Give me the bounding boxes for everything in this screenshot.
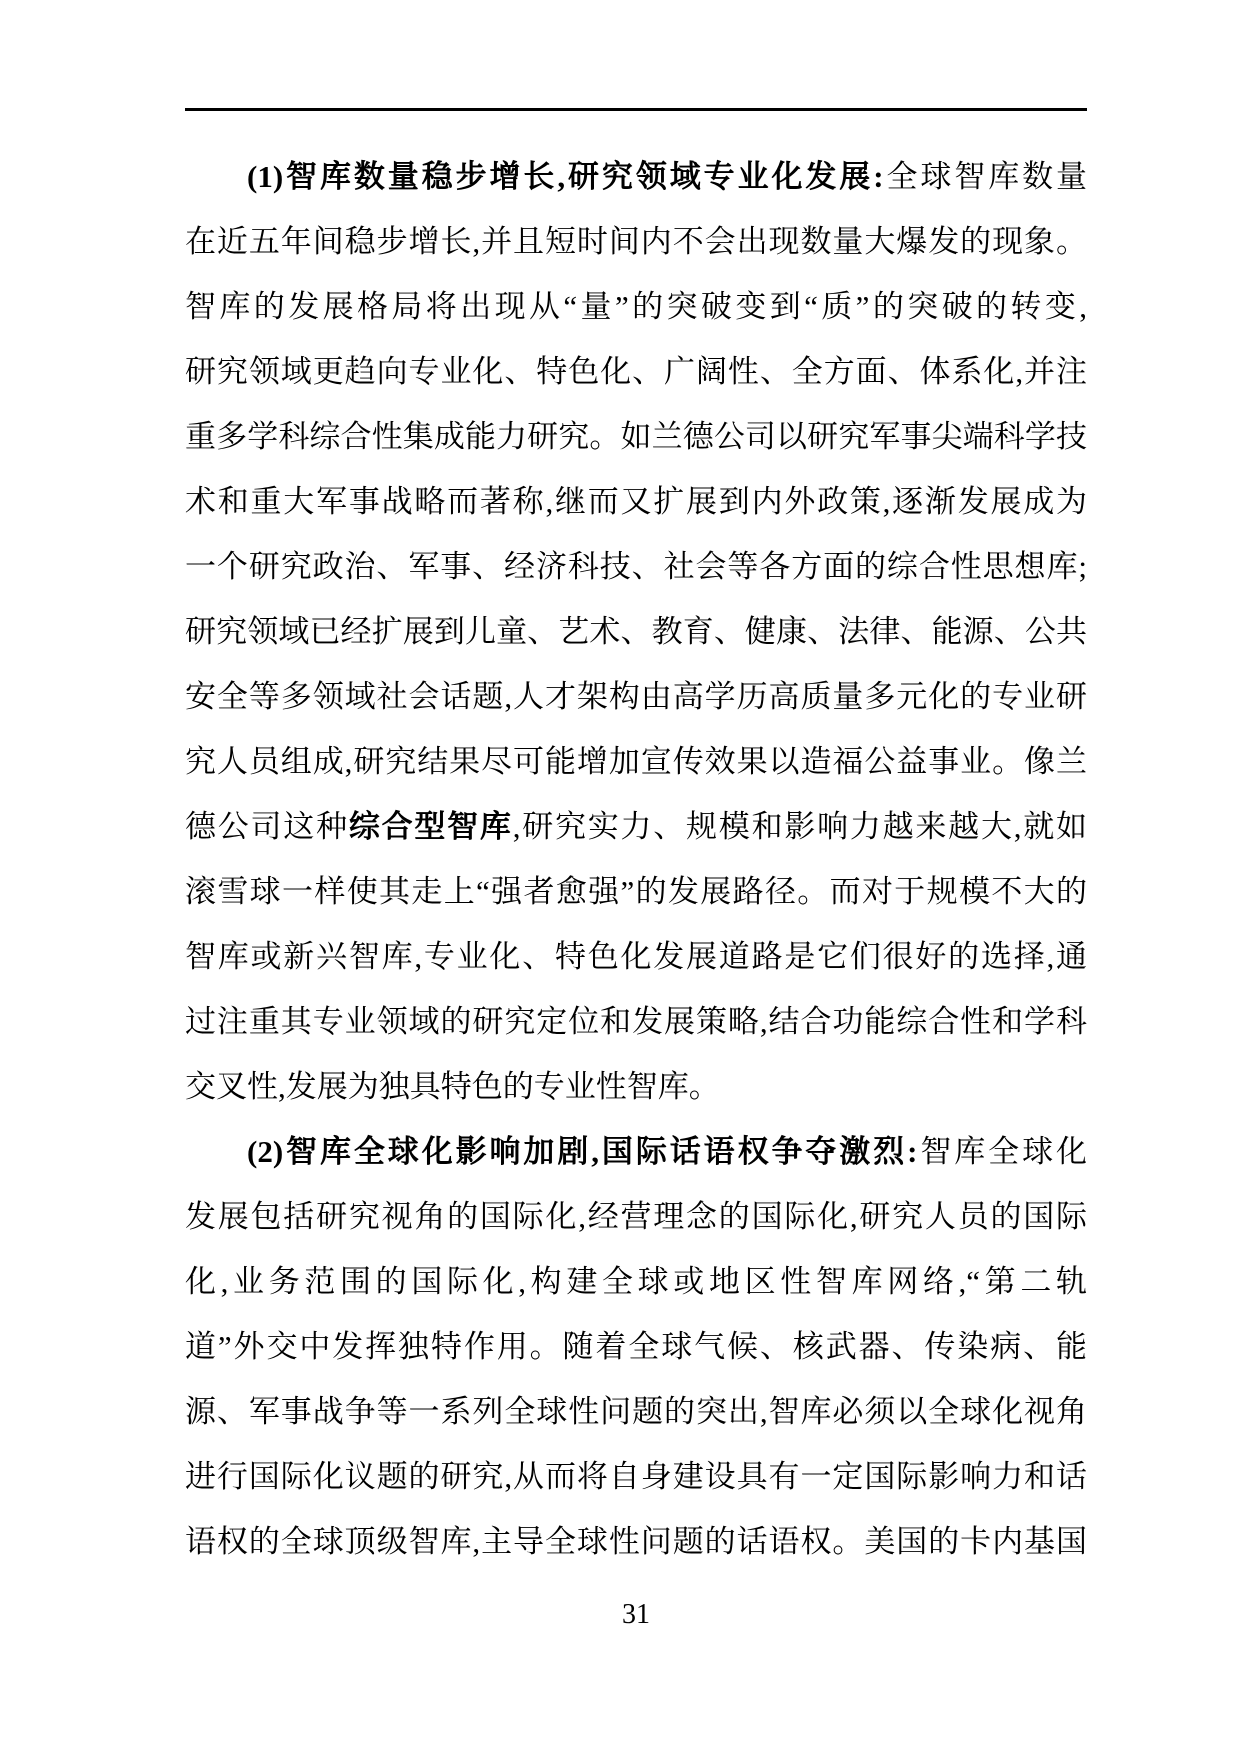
text-run: 究人员组成,研究结果尽可能增加宣传效果以造福公益事业。像兰 <box>185 744 1087 779</box>
text-run: 在近五年间稳步增长,并且短时间内不会出现数量大爆发的现象。 <box>185 224 1087 259</box>
text-run: 发展包括研究视角的国际化,经营理念的国际化,研究人员的国际 <box>185 1199 1087 1234</box>
text-line-p1-l4 <box>185 339 1087 404</box>
text-line-p1-l10 <box>185 729 1087 794</box>
text-run: 进行国际化议题的研究,从而将自身建设具有一定国际影响力和话 <box>185 1459 1087 1494</box>
text-line-p2-l2 <box>185 1184 1087 1249</box>
text-line-p2-l5 <box>185 1379 1087 1444</box>
text-line-p1-l3 <box>185 274 1087 339</box>
text-line-p1-l8 <box>185 599 1087 664</box>
text-run: 过注重其专业领域的研究定位和发展策略,结合功能综合性和学科 <box>185 1004 1087 1039</box>
text-run: 研究领域更趋向专业化、特色化、广阔性、全方面、体系化,并注 <box>185 354 1087 389</box>
document-body <box>185 144 1087 1574</box>
text-line-p1-l15 <box>185 1054 1087 1119</box>
text-run: 智库的发展格局将出现从“量”的突破变到“质”的突破的转变, <box>185 289 1087 324</box>
text-run: ,研究实力、规模和影响力越来越大,就如 <box>512 809 1088 844</box>
header-rule <box>185 108 1087 111</box>
bold-text-run: 综合型智库 <box>348 809 513 844</box>
text-line-p2-l7 <box>185 1509 1087 1574</box>
text-line-p1-l6 <box>185 469 1087 534</box>
text-run: 化,业务范围的国际化,构建全球或地区性智库网络,“第二轨 <box>185 1264 1087 1299</box>
text-run: 滚雪球一样使其走上“强者愈强”的发展路径。而对于规模不大的 <box>185 874 1088 909</box>
bold-text-run: (2)智库全球化影响加剧,国际话语权争夺激烈: <box>247 1134 918 1169</box>
text-run: 语权的全球顶级智库,主导全球性问题的话语权。美国的卡内基国 <box>185 1524 1087 1559</box>
text-line-p1-l12 <box>185 859 1087 924</box>
text-run: 一个研究政治、军事、经济科技、社会等各方面的综合性思想库; <box>185 549 1087 584</box>
text-line-p1-l14 <box>185 989 1087 1054</box>
text-run: 智库全球化 <box>917 1134 1088 1169</box>
text-run: 源、军事战争等一系列全球性问题的突出,智库必须以全球化视角 <box>185 1394 1087 1429</box>
text-run: 研究领域已经扩展到儿童、艺术、教育、健康、法律、能源、公共 <box>185 614 1087 649</box>
text-run: 重多学科综合性集成能力研究。如兰德公司以研究军事尖端科学技 <box>185 419 1087 454</box>
text-line-p2-l1 <box>185 1119 1087 1184</box>
text-run: 交叉性,发展为独具特色的专业性智库。 <box>185 1069 720 1104</box>
text-line-p1-l9 <box>185 664 1087 729</box>
text-run: 智库或新兴智库,专业化、特色化发展道路是它们很好的选择,通 <box>185 939 1087 974</box>
text-line-p2-l3 <box>185 1249 1087 1314</box>
text-line-p1-l1 <box>185 144 1087 209</box>
text-line-p2-l6 <box>185 1444 1087 1509</box>
bold-text-run: (1)智库数量稳步增长,研究领域专业化发展: <box>247 159 884 194</box>
text-run: 术和重大军事战略而著称,继而又扩展到内外政策,逐渐发展成为 <box>185 484 1087 519</box>
page-number: 31 <box>622 1599 650 1630</box>
text-run: 德公司这种 <box>185 809 349 844</box>
text-run: 安全等多领域社会话题,人才架构由高学历高质量多元化的专业研 <box>185 679 1087 714</box>
text-run: 全球智库数量 <box>883 159 1088 194</box>
page-footer <box>185 1598 1087 1632</box>
text-line-p2-l4 <box>185 1314 1087 1379</box>
text-line-p1-l7 <box>185 534 1087 599</box>
text-line-p1-l5 <box>185 404 1087 469</box>
text-line-p1-l13 <box>185 924 1087 989</box>
text-line-p1-l11 <box>185 794 1087 859</box>
text-run: 道”外交中发挥独特作用。随着全球气候、核武器、传染病、能 <box>185 1329 1087 1364</box>
text-line-p1-l2 <box>185 209 1087 274</box>
